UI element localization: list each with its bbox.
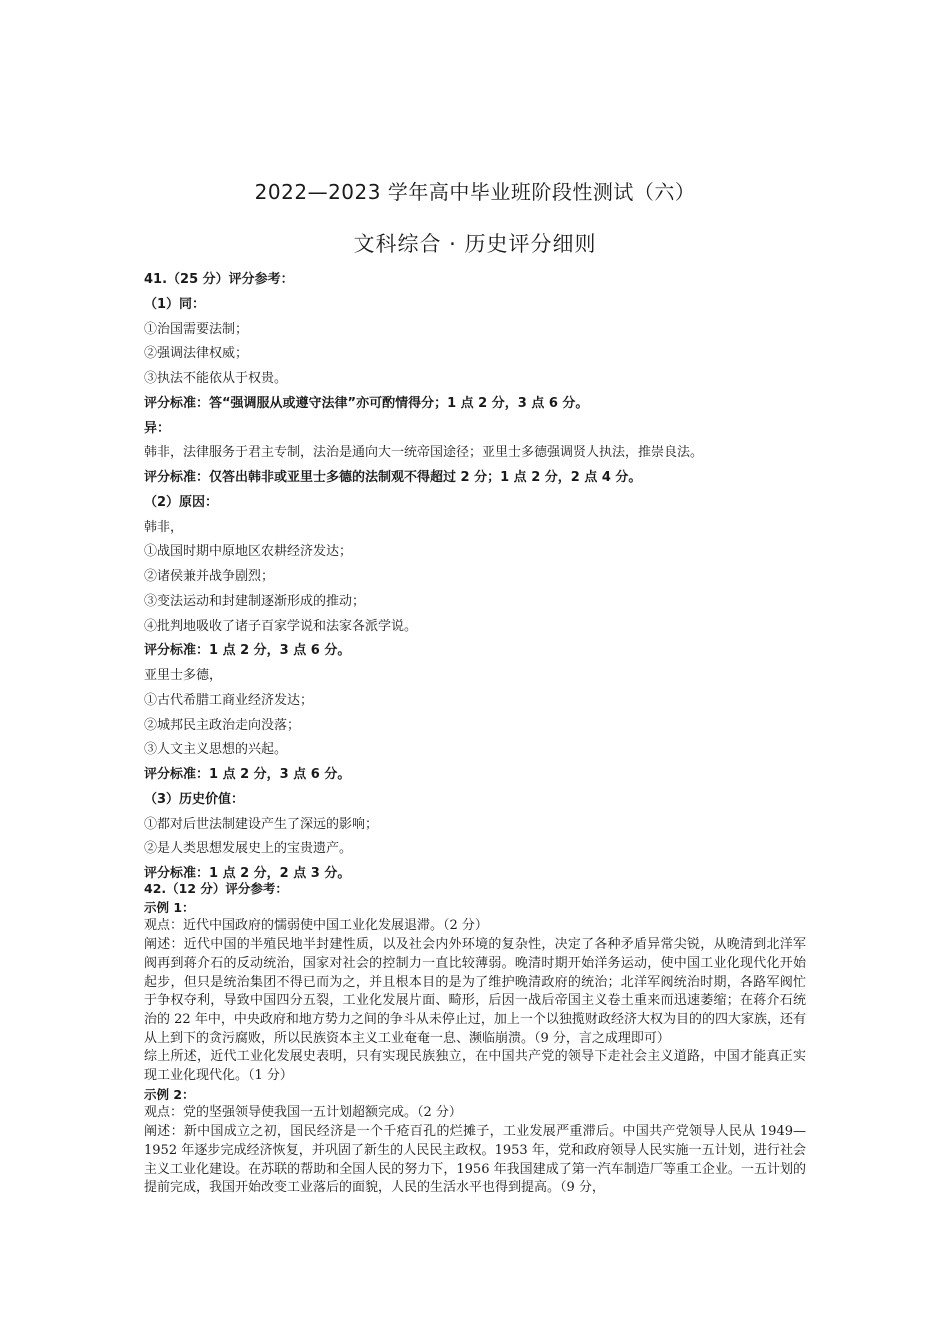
q41-heading: 41.（25 分）评分参考：	[144, 272, 294, 287]
question-41-section	[144, 268, 814, 887]
document-subtitle: 文科综合 · 历史评分细则	[353, 232, 597, 256]
list-item: ①战国时期中原地区农耕经济发达；	[144, 544, 353, 560]
q42-heading: 42.（12 分）评分参考：	[144, 881, 288, 896]
example-1-summary: 综上所述，近代工业化发展史表明，只有实现民族独立，在中国共产党的领导下走社会主义道路，中国才能真正实现工业化现代化。（1 分）	[144, 1049, 806, 1084]
scoring-standard: 评分标准：仅答出韩非或亚里士多德的法制观不得超过 2 分；1 点 2 分，2 点 4 分。	[144, 470, 642, 485]
scoring-standard: 评分标准：1 点 2 分，2 点 3 分。	[144, 866, 351, 881]
list-item: ②强调法律权威；	[144, 346, 249, 362]
q41-hanfei-heading: 韩非，	[144, 519, 184, 535]
q41-part2-heading: （2）原因：	[144, 494, 219, 510]
question-42-section	[144, 880, 806, 1198]
example-1-title: 示例 1：	[144, 899, 195, 915]
list-item: ①治国需要法制；	[144, 321, 249, 337]
q41-part1-heading: （1）同：	[144, 296, 206, 312]
list-item: ③变法运动和封建制逐渐形成的推动；	[144, 593, 366, 609]
document-title: 2022—2023 学年高中毕业班阶段性测试（六）	[254, 180, 696, 204]
example-1-argument: 阐述：近代中国的半殖民地半封建性质，以及社会内外环境的复杂性，决定了各种矛盾异常尖锐，从晚清到北洋军阀再到蒋介石的反动统治，国家对社会的控制力一直比较薄弱。晚清时期开始洋务运动，使中国工业化现代化开始起步，但只是统治集团不得已而为之，并且根本目的是为了维护晚清政府的统治；北洋军阀统治时期，各路军阀忙于争权夺利，导致中国四分五裂，工业化发展片面、畸形，后因一战后帝国主义卷土重来而迅速萎缩；在蒋介石统治的 22 年中，中央政府和地方势力之间的争斗从未停止过，加上一个以独揽财政经济大权为目的的四大家族，还有从上到下的贪污腐败，所以民族资本主义工业奄奄一息、濒临崩溃。（9 分，言之成理即可）	[144, 937, 806, 1046]
list-item: ①都对后世法制建设产生了深远的影响；	[144, 816, 379, 832]
list-item: ②是人类思想发展史上的宝贵遗产。	[144, 841, 353, 857]
q41-difference-text: 韩非，法律服务于君主专制，法治是通向大一统帝国途径；亚里士多德强调贤人执法，推崇良法。	[144, 445, 704, 461]
list-item: ③人文主义思想的兴起。	[144, 742, 288, 758]
scoring-standard: 评分标准：答“强调服从或遵守法律”亦可酌情得分；1 点 2 分，3 点 6 分。	[144, 395, 589, 411]
list-item: ①古代希腊工商业经济发达；	[144, 692, 314, 708]
example-2-argument: 阐述：新中国成立之初，国民经济是一个千疮百孔的烂摊子，工业发展严重滞后。中国共产党领导人民从 1949—1952 年逐步完成经济恢复，并巩固了新生的人民民主政权。1953 年，党和政府领导人民实施一五计划，进行社会主义工业化建设。在苏联的帮助和全国人民的努力下，1956 年我国建成了第一汽车制造厂等重工企业。一五计划的提前完成，我国开始改变工业落后的面貌，人民的生活水平也得到提高。（9 分，	[144, 1124, 806, 1196]
list-item: ②诸侯兼并战争剧烈；	[144, 569, 275, 584]
example-2-viewpoint: 观点：党的坚强领导使我国一五计划超额完成。（2 分）	[144, 1105, 462, 1121]
example-2-title: 示例 2：	[144, 1086, 195, 1102]
list-item: ②城邦民主政治走向没落；	[144, 717, 301, 733]
list-item: ③执法不能依从于权贵。	[144, 371, 288, 386]
list-item: ④批判地吸收了诸子百家学说和法家各派学说。	[144, 618, 418, 634]
q41-aristotle-heading: 亚里士多德，	[144, 668, 223, 683]
scoring-standard: 评分标准：1 点 2 分，3 点 6 分。	[144, 767, 351, 782]
scoring-standard: 评分标准：1 点 2 分，3 点 6 分。	[144, 643, 351, 659]
q41-difference-heading: 异：	[144, 420, 171, 436]
q41-part3-heading: （3）历史价值：	[144, 791, 245, 807]
example-1-viewpoint: 观点：近代中国政府的懦弱使中国工业化发展退滞。（2 分）	[144, 918, 488, 934]
